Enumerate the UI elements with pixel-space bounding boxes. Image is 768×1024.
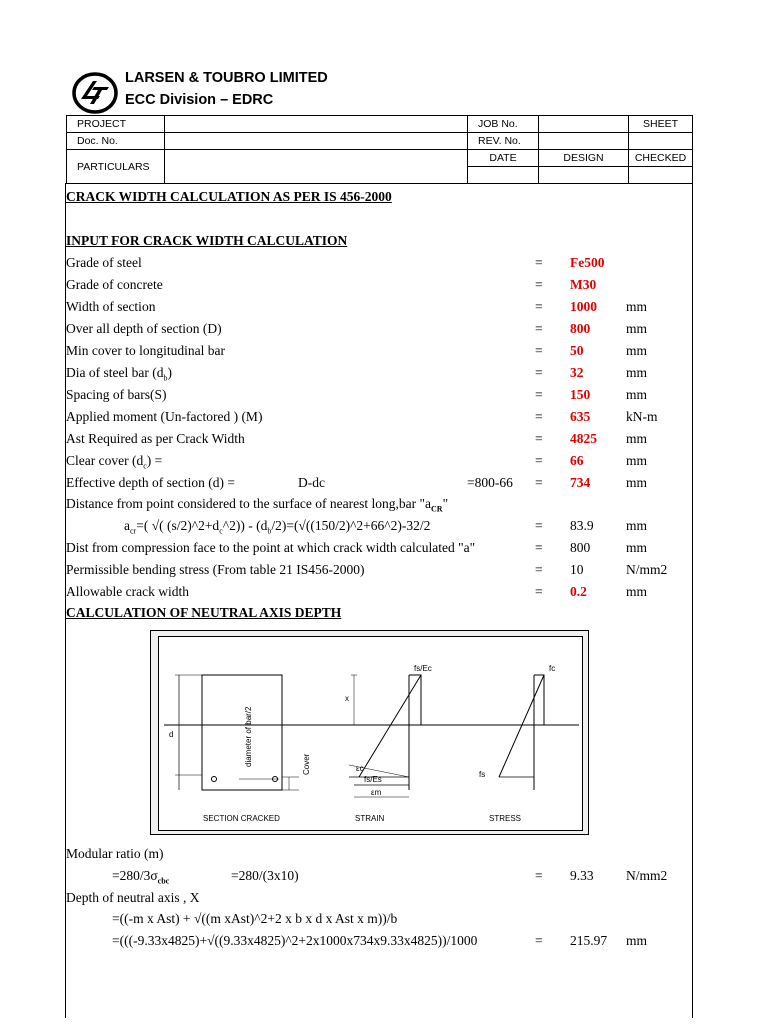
label-ec: εc bbox=[356, 764, 364, 773]
equals-sign: = bbox=[535, 562, 543, 577]
equals-sign: = bbox=[535, 321, 543, 336]
input-label: Grade of steel bbox=[66, 255, 142, 270]
design-label: DESIGN bbox=[539, 150, 629, 167]
label-fc: fc bbox=[549, 664, 556, 673]
input-unit: mm bbox=[626, 431, 648, 446]
perm-stress-value: 10 bbox=[570, 562, 584, 577]
acr-label: Distance from point considered to the surface of nearest long,bar "$a_{CR}$" bbox=[66, 496, 449, 514]
allow-crack-unit: mm bbox=[626, 584, 648, 599]
input-label: Effective depth of section (d) = bbox=[66, 475, 235, 490]
na-depth-value: 215.97 bbox=[570, 933, 608, 948]
sheet-label: SHEET bbox=[629, 116, 693, 133]
input-unit: mm bbox=[626, 321, 648, 336]
modular-unit: N/mm2 bbox=[626, 868, 668, 883]
page-title: CRACK WIDTH CALCULATION AS PER IS 456-2000 bbox=[66, 189, 392, 204]
input-unit: mm bbox=[626, 453, 648, 468]
section-outline bbox=[202, 675, 282, 790]
input-label: Dia of steel bar $(d_b)$ bbox=[66, 365, 172, 383]
diagram-svg bbox=[159, 637, 582, 830]
label-d: d bbox=[169, 730, 174, 739]
input-unit: mm bbox=[626, 475, 648, 490]
input-value[interactable]: 32 bbox=[570, 365, 584, 380]
na-heading: CALCULATION OF NEUTRAL AXIS DEPTH bbox=[66, 605, 342, 620]
label-cover: Cover bbox=[302, 753, 311, 775]
input-label: Clear cover $(d_c)$ = bbox=[66, 453, 163, 471]
strain-stress-diagram bbox=[150, 630, 589, 835]
sheet-value[interactable] bbox=[629, 133, 693, 150]
effective-depth-formula: D-dc bbox=[298, 475, 325, 490]
input-label: Width of section bbox=[66, 299, 156, 314]
label-x: x bbox=[345, 694, 349, 703]
equals-sign: = bbox=[535, 868, 543, 883]
input-label: Min cover to longitudinal bar bbox=[66, 343, 225, 358]
input-value[interactable]: 66 bbox=[570, 453, 584, 468]
revno-label: REV. No. bbox=[468, 133, 539, 150]
label-strain: STRAIN bbox=[355, 814, 385, 823]
perm-stress-label: Permissible bending stress (From table 21 IS456-2000) bbox=[66, 562, 365, 577]
design-value[interactable] bbox=[539, 167, 629, 184]
modular-label: Modular ratio (m) bbox=[66, 846, 164, 861]
docno-value[interactable] bbox=[165, 133, 468, 150]
modular-value: 9.33 bbox=[570, 868, 594, 883]
acr-value: 83.9 bbox=[570, 518, 594, 533]
equals-sign: = bbox=[535, 518, 543, 533]
equals-sign: = bbox=[535, 343, 543, 358]
dist-a-label: Dist from compression face to the point at which crack width calculated "a" bbox=[66, 540, 476, 555]
checked-value[interactable] bbox=[629, 167, 693, 184]
jobno-value[interactable] bbox=[539, 116, 629, 133]
equals-sign: = bbox=[535, 933, 543, 948]
jobno-label: JOB No. bbox=[468, 116, 539, 133]
label-stress: STRESS bbox=[489, 814, 522, 823]
na-depth-formula: =((-m x Ast) + √((m xAst)^2+2 x b x d x Ast x m))/b bbox=[112, 911, 398, 926]
equals-sign: = bbox=[535, 409, 543, 424]
equals-sign: = bbox=[535, 431, 543, 446]
effective-depth-calc: =800-66 bbox=[467, 475, 513, 490]
equals-sign: = bbox=[535, 387, 543, 402]
acr-formula: $a_{cr}=$( √( $(s/2)\^{}2+d_c\^{}2$)) - $(d_b/2)=(√((150/2)\^{}2+66\^{}2)-32/2$ bbox=[124, 518, 431, 536]
input-value[interactable]: Fe500 bbox=[570, 255, 605, 270]
lt-logo bbox=[72, 72, 118, 114]
checked-label: CHECKED bbox=[629, 150, 693, 167]
docno-label: Doc. No. bbox=[67, 133, 165, 150]
input-heading: INPUT FOR CRACK WIDTH CALCULATION bbox=[66, 233, 348, 248]
label-fs-es: fs/Es bbox=[364, 775, 382, 784]
label-em: εm bbox=[371, 788, 382, 797]
label-diameter: diameter of bar/2 bbox=[244, 706, 253, 767]
input-value[interactable]: 50 bbox=[570, 343, 584, 358]
stress-line bbox=[499, 675, 544, 777]
input-label: Spacing of bars(S) bbox=[66, 387, 167, 402]
input-value[interactable]: 800 bbox=[570, 321, 591, 336]
input-value[interactable]: M30 bbox=[570, 277, 597, 292]
dist-a-value: 800 bbox=[570, 540, 591, 555]
input-value[interactable]: 635 bbox=[570, 409, 591, 424]
rebar-left bbox=[212, 777, 217, 782]
input-label: Grade of concrete bbox=[66, 277, 163, 292]
input-unit: mm bbox=[626, 365, 648, 380]
input-value[interactable]: 734 bbox=[570, 475, 591, 490]
na-depth-unit: mm bbox=[626, 933, 648, 948]
project-label: PROJECT bbox=[67, 116, 165, 133]
company-name: LARSEN & TOUBRO LIMITED bbox=[125, 70, 328, 86]
modular-calc: =280/(3x10) bbox=[231, 868, 299, 883]
revno-value[interactable] bbox=[539, 133, 629, 150]
modular-formula: $=280/3\sigma_{cbc}$ bbox=[112, 868, 170, 886]
input-unit: mm bbox=[626, 387, 648, 402]
input-unit: mm bbox=[626, 299, 648, 314]
input-label: Ast Required as per Crack Width bbox=[66, 431, 245, 446]
dist-a-unit: mm bbox=[626, 540, 648, 555]
equals-sign: = bbox=[535, 255, 543, 270]
particulars-label: PARTICULARS bbox=[67, 150, 165, 184]
division-name: ECC Division – EDRC bbox=[125, 92, 274, 108]
label-fs: fs bbox=[479, 770, 486, 779]
equals-sign: = bbox=[535, 540, 543, 555]
equals-sign: = bbox=[535, 299, 543, 314]
equals-sign: = bbox=[535, 584, 543, 599]
equals-sign: = bbox=[535, 277, 543, 292]
input-unit: kN-m bbox=[626, 409, 658, 424]
date-value[interactable] bbox=[468, 167, 539, 184]
allow-crack-value[interactable]: 0.2 bbox=[570, 584, 587, 599]
input-unit: mm bbox=[626, 343, 648, 358]
na-depth-label: Depth of neutral axis , X bbox=[66, 890, 200, 905]
allow-crack-label: Allowable crack width bbox=[66, 584, 189, 599]
perm-stress-unit: N/mm2 bbox=[626, 562, 668, 577]
date-label: DATE bbox=[468, 150, 539, 167]
particulars-value[interactable] bbox=[165, 150, 468, 184]
na-depth-calc: =(((-9.33x4825)+√((9.33x4825)^2+2x1000x734x9.33x4825))/1000 bbox=[112, 933, 478, 948]
input-value[interactable]: 150 bbox=[570, 387, 591, 402]
acr-unit: mm bbox=[626, 518, 648, 533]
equals-sign: = bbox=[535, 453, 543, 468]
label-section-cracked: SECTION CRACKED bbox=[203, 814, 280, 823]
document-header-table bbox=[66, 115, 693, 184]
strain-line bbox=[359, 675, 421, 777]
input-label: Over all depth of section (D) bbox=[66, 321, 222, 336]
project-value[interactable] bbox=[165, 116, 468, 133]
equals-sign: = bbox=[535, 365, 543, 380]
input-value[interactable]: 4825 bbox=[570, 431, 597, 446]
label-fs-ec: fs/Ec bbox=[414, 664, 432, 673]
input-value[interactable]: 1000 bbox=[570, 299, 597, 314]
equals-sign: = bbox=[535, 475, 543, 490]
input-label: Applied moment (Un-factored ) (M) bbox=[66, 409, 263, 424]
